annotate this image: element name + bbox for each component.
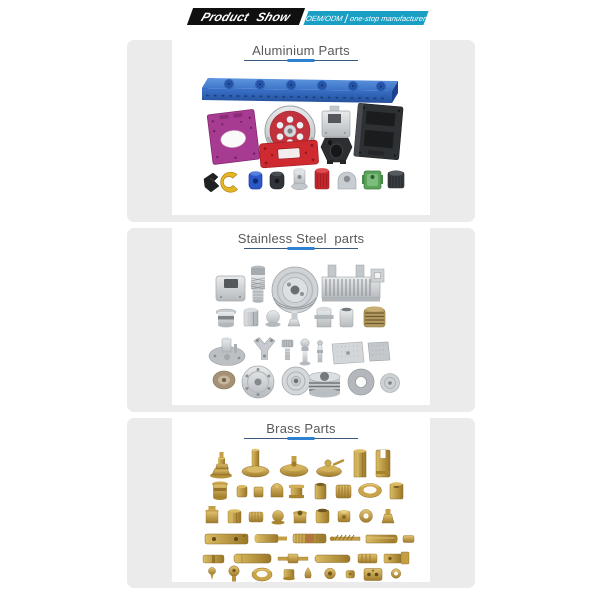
black-knurled-cap [388, 170, 404, 188]
steel-flange-disc [242, 366, 274, 398]
brass-sleeve [390, 482, 403, 499]
brass-ring-nut-small [391, 569, 401, 579]
brass-barrel [237, 485, 247, 497]
brass-plain-rod [315, 555, 350, 563]
brass-cube [254, 487, 263, 497]
stainless-photo-panel [172, 228, 430, 405]
brass-section-title: Brass Parts [266, 421, 336, 436]
steel-pulley [272, 267, 318, 313]
brass-flange-nut [293, 511, 307, 523]
steel-flanged-bushing [216, 309, 236, 327]
brass-cylinder-rod [234, 554, 271, 563]
brass-hex-standoff [354, 449, 366, 477]
steel-ball-stud [300, 339, 311, 366]
gold-curved-bracket [221, 172, 238, 192]
oem-odm-label: OEM/ODM [304, 13, 345, 23]
blue-knob [249, 171, 262, 189]
silver-block-fitting [322, 106, 350, 137]
brass-end-cap [403, 536, 414, 543]
brass-screw [208, 567, 215, 580]
oem-odm-ribbon [303, 11, 428, 25]
bronze-washer [213, 371, 235, 389]
steel-y-bracket [254, 338, 275, 360]
underline-accent [288, 437, 315, 440]
title-underline [244, 248, 358, 252]
black-clip [204, 173, 219, 192]
silver-d-bracket [338, 172, 356, 189]
brass-cup-small [346, 571, 355, 579]
black-bracket [321, 138, 352, 164]
black-housing-plate [354, 103, 403, 160]
brass-section-card [127, 418, 475, 588]
brass-insert-dark-bore [316, 509, 329, 523]
stainless-parts-photo [172, 253, 430, 405]
steel-braided-cylinder [251, 266, 265, 303]
brass-stem-disc [242, 449, 269, 477]
brass-knurled-rod [293, 534, 326, 543]
brass-bar-with-holes [205, 534, 248, 544]
brass-ball-pin [229, 566, 239, 582]
brass-dome-disc [280, 456, 308, 477]
brass-knurled-ring [249, 512, 263, 522]
silver-flange-fitting [292, 168, 308, 190]
steel-heatsink-extrusion [322, 265, 384, 302]
steel-step-cylinder [315, 307, 334, 327]
brass-slotted-post [376, 450, 390, 477]
steel-stacked-washers [309, 372, 340, 398]
steel-dome-nut [266, 311, 281, 327]
brass-threaded-rod-spring [330, 535, 360, 541]
brass-parts-photo [172, 443, 430, 582]
steel-plate-small [368, 342, 390, 361]
brass-rod-with-stem [254, 535, 287, 543]
steel-plate-large [332, 342, 364, 364]
brass-rod-with-coupler [278, 554, 308, 563]
brass-stepped-block [384, 552, 409, 564]
brass-cone-tip [305, 568, 311, 579]
product-show-ribbon [187, 8, 305, 25]
green-clamp [362, 171, 383, 189]
brass-flange-fitting-small [283, 570, 295, 581]
brass-block-two-holes [364, 569, 382, 581]
product-show-title: Product Show [199, 9, 293, 24]
steel-tube [340, 308, 353, 327]
brass-dome-small [272, 511, 285, 525]
title-underline [244, 60, 358, 64]
brass-ring [359, 484, 382, 498]
brass-step-bushing [206, 506, 219, 523]
brass-valve-disc [317, 460, 344, 477]
steel-small-disc [381, 374, 400, 393]
brass-photo-panel [172, 418, 430, 582]
brass-cone-bush [382, 509, 394, 523]
underline-accent [288, 247, 315, 250]
coiled-thread-insert [364, 306, 385, 327]
aluminium-section-card [127, 40, 475, 222]
brass-dome-nut-small [325, 568, 336, 579]
steel-flat-ring [348, 369, 374, 395]
steel-block [216, 276, 245, 301]
brass-hex-rod [366, 535, 398, 543]
aluminium-parts-photo [172, 65, 430, 215]
purple-milled-plate [207, 109, 260, 164]
blue-extrusion-bar [202, 78, 398, 103]
manufacturer-label: one-stop manufacturer [348, 13, 428, 23]
brass-spool [289, 485, 304, 498]
brass-hex-nut-small [228, 509, 241, 523]
stainless-section-title: Stainless Steel parts [237, 231, 365, 246]
steel-pin [317, 340, 323, 362]
steel-oval-plate-stud [209, 337, 245, 365]
brass-open-ring [252, 568, 272, 581]
brass-double-bushing [203, 555, 224, 563]
stainless-section-card [127, 228, 475, 412]
aluminium-photo-panel [172, 40, 430, 215]
steel-cap-disc [282, 367, 310, 395]
red-mounting-plate [259, 140, 319, 168]
steel-hex-nut [244, 308, 258, 326]
aluminium-section-title: Aluminium Parts [252, 43, 350, 58]
red-knurled-knob [315, 168, 329, 189]
brass-knurled-insert [336, 485, 351, 498]
brass-ridged-piece [358, 554, 377, 563]
brass-pagoda-knob [210, 452, 232, 479]
brass-acorn-nut [271, 484, 283, 498]
underline-accent [288, 59, 315, 62]
steel-knurled-bolt [282, 340, 293, 360]
brass-cup [338, 510, 350, 522]
title-underline [244, 438, 358, 442]
brass-ring-nut [360, 510, 373, 523]
brass-tube [315, 483, 326, 499]
black-knob [270, 172, 284, 189]
brass-flanged-bushing [212, 481, 228, 500]
